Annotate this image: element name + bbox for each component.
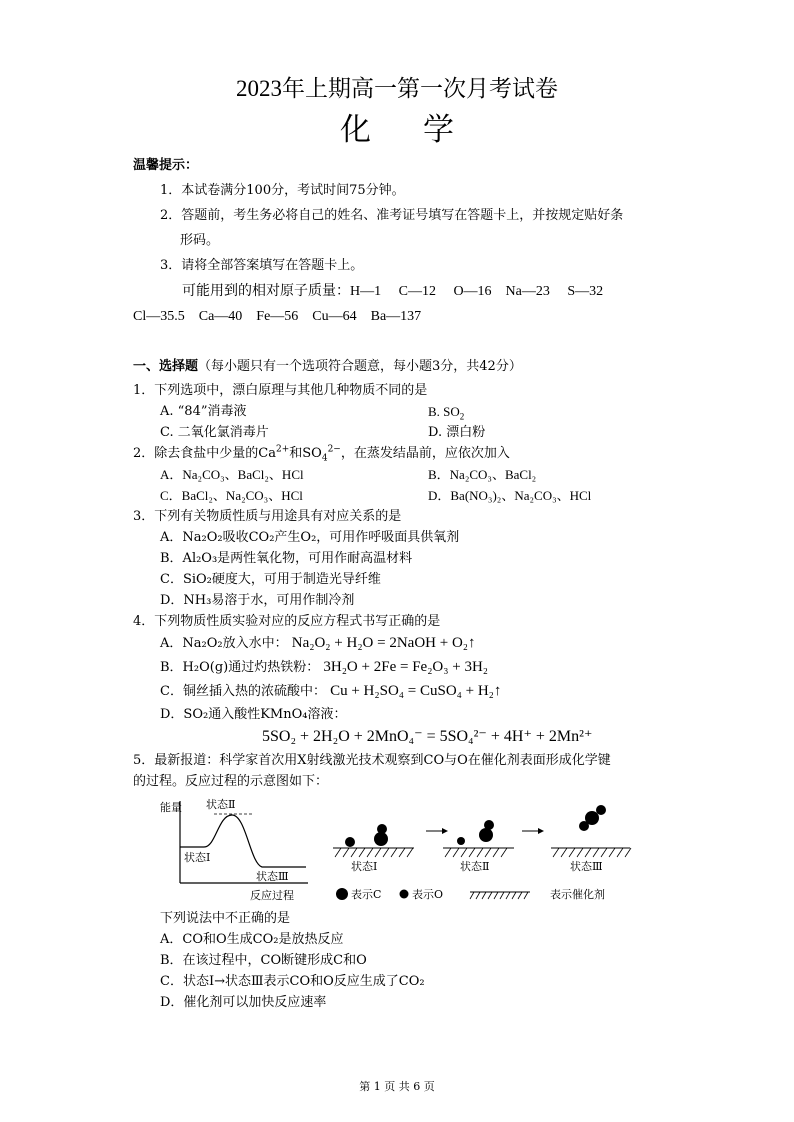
legend-c-icon — [336, 888, 348, 900]
atom-c — [585, 811, 599, 825]
catalyst-hatch — [553, 848, 631, 857]
q4-option-c: C．铜丝插入热的浓硫酸中： Cu + H₂SO₄ = CuSO₄ + H₂↑ — [160, 683, 502, 699]
q5-sub-stem: 下列说法中不正确的是 — [160, 911, 291, 926]
atom-o — [345, 837, 355, 847]
q5-option-d: D．催化剂可以加快反应速率 — [160, 995, 327, 1010]
reaction-diagram — [158, 795, 678, 907]
surface-label-2: 状态Ⅱ — [460, 860, 490, 873]
q2-stem: 2．除去食盐中少量的$Ca^{2+}$和$SO_4^{2-}$，在蒸发结晶前，应依次加入 — [133, 444, 510, 464]
energy-graph — [160, 797, 308, 902]
arrow-1-head — [442, 828, 448, 834]
q2-option-c: C．BaCl₂、Na₂CO₃、HCl — [160, 488, 303, 503]
q3-option-a: A．Na₂O₂吸收CO₂产生O₂，可用作呼吸面具供氧剂 — [160, 530, 460, 545]
q2-option-d: D．Ba(NO₃)₂、Na₂CO₃、HCl — [428, 488, 592, 503]
q1-option-d: D. 漂白粉 — [428, 425, 486, 440]
subject-title: 化学 — [340, 112, 506, 148]
q4-eq-b: 3H₂O + 2Fe = Fe₂O₃ + 3H₂ — [323, 659, 489, 675]
legend-o: 表示O — [412, 888, 444, 901]
surface-state-2 — [443, 820, 514, 873]
exam-title: 2023年上期高一第一次月考试卷 — [236, 76, 558, 101]
q4-option-a: A．Na₂O₂放入水中： Na₂O₂ + H₂O = 2NaOH + O₂↑ — [160, 635, 476, 651]
q4-stem: 4．下列物质性质实验对应的反应方程式书写正确的是 — [133, 614, 441, 629]
atom-o — [457, 837, 465, 845]
surface-state-3 — [551, 805, 631, 873]
q5-stem: 5．最新报道：科学家首次用X射线激光技术观察到CO与O在催化剂表面形成化学键 — [133, 753, 611, 768]
legend-o-icon — [400, 890, 409, 899]
q1-option-c: C. 二氧化氯消毒片 — [160, 425, 269, 440]
atomic-masses-2: Cl—35.5 Ca—40 Fe—56 Cu—64 Ba—137 — [133, 309, 422, 324]
x-axis-label: 反应过程 — [250, 889, 294, 902]
catalyst-hatch — [445, 848, 507, 857]
atom-o — [484, 820, 494, 830]
notice-item-1: 1．本试卷满分100分，考试时间75分钟。 — [160, 183, 405, 198]
graph-state-2: 状态Ⅱ — [206, 798, 236, 811]
q5-stem-cont: 的过程。反应过程的示意图如下： — [133, 774, 329, 789]
legend-catalyst: 表示催化剂 — [550, 888, 605, 901]
surface-state-1 — [333, 824, 414, 873]
q3-stem: 3．下列有关物质性质与用途具有对应关系的是 — [133, 509, 402, 524]
legend-catalyst-hatch — [470, 892, 528, 899]
section-heading: 一、选择题（每小题只有一个选项符合题意，每小题3分，共42分） — [133, 359, 522, 374]
notice-item-2-cont: 形码。 — [180, 233, 220, 248]
atom-c — [374, 832, 388, 846]
q3-option-d: D．NH₃易溶于水，可用作制冷剂 — [160, 593, 355, 608]
graph-state-1: 状态Ⅰ — [184, 851, 211, 864]
q2-option-a: A．Na₂CO₃、BaCl₂、HCl — [160, 467, 304, 482]
atomic-masses-1: 可能用到的相对原子质量：H—1 C—12 O—16 Na—23 S—32 — [182, 284, 604, 299]
atom-o — [596, 805, 606, 815]
q1-stem: 1．下列选项中，漂白原理与其他几种物质不同的是 — [133, 383, 428, 398]
notice-item-2: 2．答题前，考生务必将自己的姓名、准考证号填写在答题卡上，并按规定贴好条 — [160, 208, 624, 223]
page-footer: 第 1 页 共 6 页 — [359, 1080, 435, 1093]
q5-option-a: A．CO和O生成CO₂是放热反应 — [160, 932, 344, 947]
q3-option-c: C．SiO₂硬度大，可用于制造光导纤维 — [160, 572, 381, 587]
q4-eq-a: Na₂O₂ + H₂O = 2NaOH + O₂↑ — [291, 635, 476, 651]
y-axis-label: 能量 — [160, 801, 182, 814]
surface-label-3: 状态Ⅲ — [570, 860, 603, 873]
q1-option-a: A. “84”消毒液 — [160, 404, 247, 419]
q1-option-b: B. $SO_2$ — [428, 404, 465, 422]
q2-option-b: B．Na₂CO₃、BaCl₂ — [428, 467, 537, 482]
catalyst-hatch — [335, 848, 413, 857]
notice-heading: 温馨提示： — [133, 158, 199, 173]
atom-o — [377, 824, 387, 834]
q4-eq-c: Cu + H₂SO₄ = CuSO₄ + H₂↑ — [330, 683, 502, 699]
q4-option-d: D．SO₂通入酸性KMnO₄溶液： — [160, 707, 347, 722]
q4-option-b: B．H₂O(g)通过灼热铁粉： 3H₂O + 2Fe = Fe₂O₃ + 3H₂ — [160, 659, 489, 675]
q4-eq-d: 5SO₂ + 2H₂O + 2MnO₄⁻ = 5SO₄²⁻ + 4H⁺ + 2Mn²⁺ — [262, 728, 593, 745]
arrow-2-head — [538, 828, 544, 834]
notice-item-3: 3．请将全部答案填写在答题卡上。 — [160, 258, 364, 273]
surface-label-1: 状态Ⅰ — [351, 860, 378, 873]
q5-option-b: B．在该过程中，CO断键形成C和O — [160, 953, 367, 968]
graph-state-3: 状态Ⅲ — [256, 870, 289, 883]
legend-c: 表示C — [351, 888, 382, 901]
diagram-legend — [336, 887, 605, 901]
q3-option-b: B．Al₂O₃是两性氧化物，可用作耐高温材料 — [160, 551, 413, 566]
q5-option-c: C．状态Ⅰ→状态Ⅲ表示CO和O反应生成了CO₂ — [160, 974, 425, 989]
atom-c — [479, 828, 493, 842]
